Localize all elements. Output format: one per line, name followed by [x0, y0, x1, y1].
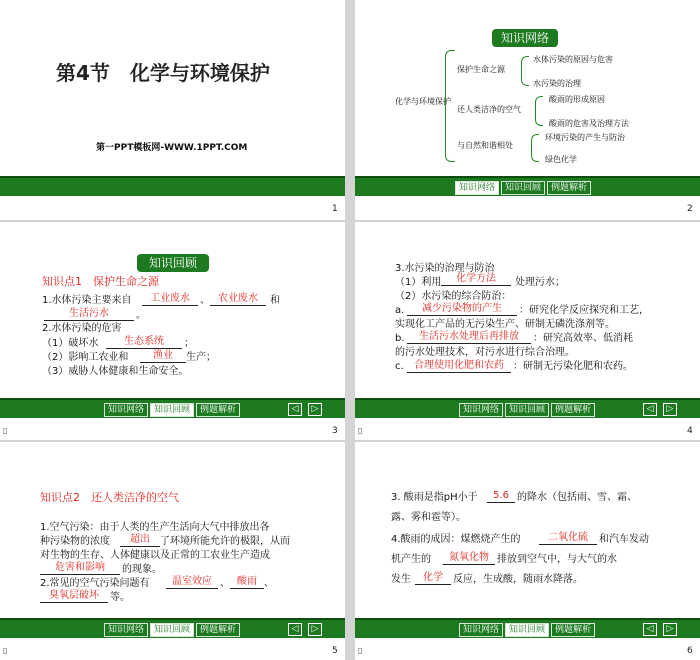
text-line: 的现象。 — [122, 564, 162, 575]
answer-blank: 生活污水 — [44, 307, 134, 321]
text-line: 的污水处理技术，对污水进行综合治理。 — [395, 347, 575, 358]
text-line: 、 — [264, 578, 274, 589]
nav-network-button[interactable]: 知识网络 — [104, 403, 148, 417]
branch-2: 还人类洁净的空气 — [457, 105, 521, 114]
text-line: 了环境所能允许的极限，从而 — [160, 536, 290, 547]
slide-canvas — [355, 0, 700, 196]
nav-network-button[interactable]: 知识网络 — [104, 623, 148, 637]
text-line: 实现化工产品的无污染生产、研制无磷洗涤剂等。 — [395, 319, 615, 330]
answer-blank: 渔业 — [140, 349, 186, 363]
section-badge: 知识网络 — [492, 29, 558, 47]
nav-example-button[interactable]: 例题解析 — [196, 403, 240, 417]
text-line: 2.水体污染的危害 — [42, 323, 122, 334]
section-badge: 知识回顾 — [137, 254, 209, 272]
slide-canvas — [355, 222, 700, 418]
text-line: b. — [395, 333, 405, 344]
text-line: a. — [395, 305, 405, 316]
answer-blank: 臭氧层破坏 — [40, 589, 108, 603]
corner-marker: ▯ — [3, 426, 8, 435]
text-line: 1.空气污染：由于人类的生产生活向大气中排放出各 — [40, 522, 270, 533]
text-line: （1）利用 — [395, 277, 442, 288]
branch-1b: 水污染的治理 — [533, 79, 581, 88]
slide-number: 2 — [687, 204, 693, 214]
next-arrow-icon[interactable]: ▷ — [663, 623, 677, 636]
text-line: c. — [395, 361, 404, 372]
answer-blank: 化学方法 — [441, 272, 511, 286]
text-line: 处理污水； — [515, 277, 565, 288]
nav-review-button[interactable]: 知识回顾 — [150, 403, 194, 417]
slide-thumb-6[interactable] — [355, 442, 700, 660]
nav-bar — [0, 618, 345, 638]
text-line: 等。 — [110, 592, 130, 603]
nav-review-button[interactable]: 知识回顾 — [501, 181, 545, 195]
corner-marker: ▯ — [358, 426, 363, 435]
answer-blank: 二氧化硫 — [539, 531, 597, 545]
slide-number: 4 — [687, 426, 693, 436]
knowledge-point: 知识点1 保护生命之源 — [42, 275, 159, 288]
site-text: 第一PPT模板网-WWW.1PPT.COM — [96, 143, 248, 153]
answer-blank: 工业废水 — [142, 292, 198, 306]
text-line: 生产； — [186, 352, 216, 363]
text-line: 和 — [270, 295, 280, 306]
nav-network-button[interactable]: 知识网络 — [459, 623, 503, 637]
nav-example-button[interactable]: 例题解析 — [196, 623, 240, 637]
nav-bar — [0, 398, 345, 418]
text-line: 种污染物的浓度 — [40, 536, 110, 547]
answer-blank: 合理使用化肥和农药 — [407, 359, 511, 373]
nav-example-button[interactable]: 例题解析 — [551, 623, 595, 637]
root-node: 化学与环境保护 — [395, 97, 451, 106]
answer-blank: 酸雨 — [230, 575, 264, 589]
slide-thumb-5[interactable] — [0, 442, 345, 660]
prev-arrow-icon[interactable]: ◁ — [643, 403, 657, 416]
text-line: ； — [184, 338, 194, 349]
branch-3-brace — [531, 134, 539, 162]
branch-1-brace — [521, 56, 529, 86]
nav-network-button[interactable]: 知识网络 — [459, 403, 503, 417]
nav-example-button[interactable]: 例题解析 — [547, 181, 591, 195]
prev-arrow-icon[interactable]: ◁ — [288, 403, 302, 416]
branch-3: 与自然和谐相处 — [457, 141, 513, 150]
answer-blank: 农业废水 — [210, 292, 266, 306]
answer-blank: 化学 — [415, 571, 451, 585]
text-line: 2.常见的空气污染问题有 — [40, 578, 150, 589]
nav-bar — [0, 176, 345, 196]
slide-title: 第4节 化学与环境保护 — [56, 61, 270, 85]
text-line: 对生物的生存、人体健康以及正常的工农业生产造成 — [40, 550, 270, 561]
slide-thumb-4[interactable] — [355, 222, 700, 440]
slide-canvas — [355, 442, 700, 638]
text-line: （2）水污染的综合防治： — [395, 291, 512, 302]
branch-2a: 酸雨的形成原因 — [549, 95, 605, 104]
slide-number: 1 — [332, 204, 338, 214]
text-line: 和汽车发动 — [599, 534, 649, 545]
answer-blank: 危害和影响 — [40, 561, 120, 575]
knowledge-point: 知识点2 还人类洁净的空气 — [40, 491, 179, 504]
next-arrow-icon[interactable]: ▷ — [308, 623, 322, 636]
answer-blank: 减少污染物的产生 — [407, 302, 517, 316]
branch-1: 保护生命之源 — [457, 65, 505, 74]
text-line: 的降水（包括雨、雪、霜、 — [517, 492, 637, 503]
next-arrow-icon[interactable]: ▷ — [308, 403, 322, 416]
answer-blank: 5.6 — [487, 489, 515, 503]
nav-network-button[interactable]: 知识网络 — [455, 181, 499, 195]
slide-number: 6 — [687, 646, 693, 656]
slide-canvas — [0, 0, 345, 196]
answer-blank: 生态系统 — [106, 335, 182, 349]
prev-arrow-icon[interactable]: ◁ — [643, 623, 657, 636]
text-line: 3.水污染的治理与防治 — [395, 263, 495, 274]
corner-marker: ▯ — [3, 646, 8, 655]
branch-2b: 酸雨的危害及治理方法 — [549, 119, 629, 128]
slide-thumb-3[interactable] — [0, 222, 345, 440]
nav-bar — [355, 398, 700, 418]
nav-review-button[interactable]: 知识回顾 — [150, 623, 194, 637]
slide-thumb-1[interactable] — [0, 0, 345, 220]
text-line: 。 — [136, 310, 146, 321]
branch-2-brace — [535, 96, 543, 126]
next-arrow-icon[interactable]: ▷ — [663, 403, 677, 416]
answer-blank: 温室效应 — [166, 575, 218, 589]
text-line: （3）威胁人体健康和生命安全。 — [42, 366, 189, 377]
text-line: 、 — [200, 295, 210, 306]
slide-number: 3 — [332, 426, 338, 436]
text-line: ：研究高效率、低消耗 — [533, 333, 633, 344]
text-line: ：研究化学反应探究和工艺， — [519, 305, 649, 316]
answer-blank: 生活污水处理后再排放 — [407, 330, 531, 344]
text-line: ：研制无污染化肥和农药。 — [513, 361, 633, 372]
text-line: 露、雾和雹等）。 — [391, 512, 466, 523]
prev-arrow-icon[interactable]: ◁ — [288, 623, 302, 636]
slide-canvas — [0, 442, 345, 638]
nav-review-button[interactable]: 知识回顾 — [505, 623, 549, 637]
branch-3b: 绿色化学 — [545, 155, 577, 164]
text-line: 机产生的 — [391, 554, 431, 565]
branch-3a: 环境污染的产生与防治 — [545, 133, 625, 142]
text-line: 1.水体污染主要来自 — [42, 295, 132, 306]
text-line: （2）影响工农业和 — [42, 352, 129, 363]
slide-canvas — [0, 222, 345, 418]
nav-review-button[interactable]: 知识回顾 — [505, 403, 549, 417]
text-line: 排放到空气中，与大气的水 — [497, 554, 617, 565]
text-line: 4.酸雨的成因：煤燃烧产生的 — [391, 534, 521, 545]
branch-1a: 水体污染的原因与危害 — [533, 55, 613, 64]
nav-bar — [355, 176, 700, 196]
text-line: 、 — [220, 578, 230, 589]
nav-bar — [355, 618, 700, 638]
root-brace — [445, 50, 455, 162]
text-line: 3. 酸雨是指pH小于 — [391, 492, 478, 503]
nav-example-button[interactable]: 例题解析 — [551, 403, 595, 417]
text-line: （1）破坏水 — [42, 338, 99, 349]
text-line: 反应，生成酸，随雨水降落。 — [453, 574, 583, 585]
slide-number: 5 — [332, 646, 338, 656]
corner-marker: ▯ — [358, 646, 363, 655]
slide-thumb-2[interactable] — [355, 0, 700, 220]
text-line: 发生 — [391, 574, 411, 585]
answer-blank: 氮氧化物 — [443, 551, 495, 565]
answer-blank: 超出 — [120, 533, 160, 547]
